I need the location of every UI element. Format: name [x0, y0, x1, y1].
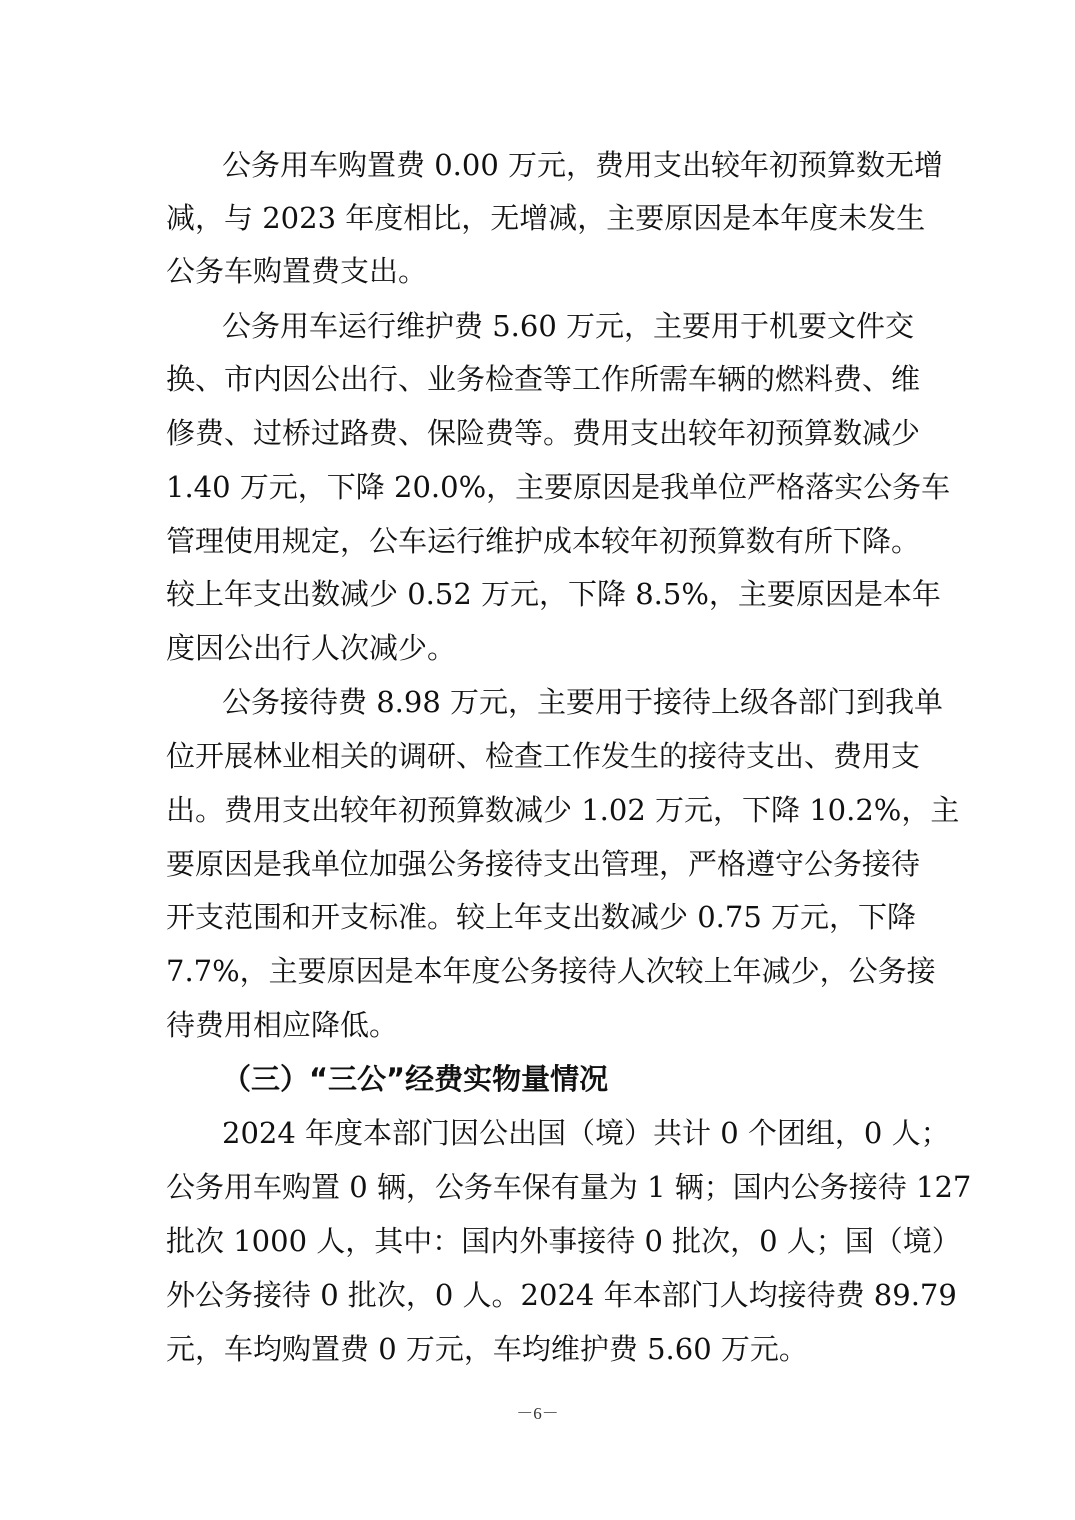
paragraph-1-line-3: 公务车购置费支出。	[166, 254, 428, 288]
paragraph-1-line-1: 公务用车购置费 0.00 万元，费用支出较年初预算数无增	[222, 148, 944, 182]
paragraph-2-line-4: 1.40 万元，下降 20.0%，主要原因是我单位严格落实公务车	[166, 470, 951, 504]
paragraph-1-line-2: 减，与 2023 年度相比，无增减，主要原因是本年度未发生	[166, 201, 926, 235]
paragraph-3-line-3: 出。费用支出较年初预算数减少 1.02 万元，下降 10.2%，主	[166, 793, 960, 827]
paragraph-4-line-2: 公务用车购置 0 辆，公务车保有量为 1 辆；国内公务接待 127	[166, 1170, 972, 1204]
paragraph-4-line-3: 批次 1000 人，其中：国内外事接待 0 批次，0 人；国（境）	[166, 1224, 961, 1258]
paragraph-3-line-2: 位开展林业相关的调研、检查工作发生的接待支出、费用支	[166, 739, 921, 773]
paragraph-2-line-6: 较上年支出数减少 0.52 万元，下降 8.5%，主要原因是本年	[166, 577, 941, 611]
paragraph-2-line-5: 管理使用规定，公车运行维护成本较年初预算数有所下降。	[166, 524, 921, 558]
paragraph-4-line-1: 2024 年度本部门因公出国（境）共计 0 个团组，0 人；	[222, 1116, 950, 1150]
paragraph-2-line-3: 修费、过桥过路费、保险费等。费用支出较年初预算数减少	[166, 416, 921, 450]
paragraph-3-line-5: 开支范围和开支标准。较上年支出数减少 0.75 万元，下降	[166, 900, 917, 934]
paragraph-3-line-6: 7.7%，主要原因是本年度公务接待人次较上年减少，公务接	[166, 954, 936, 988]
paragraph-3-line-4: 要原因是我单位加强公务接待支出管理，严格遵守公务接待	[166, 847, 921, 881]
paragraph-4-line-5: 元，车均购置费 0 万元，车均维护费 5.60 万元。	[166, 1332, 808, 1366]
paragraph-2-line-1: 公务用车运行维护费 5.60 万元，主要用于机要文件交	[222, 309, 915, 343]
paragraph-3-line-1: 公务接待费 8.98 万元，主要用于接待上级各部门到我单	[222, 685, 944, 719]
paragraph-3-line-7: 待费用相应降低。	[166, 1008, 399, 1042]
paragraph-2-line-2: 换、市内因公出行、业务检查等工作所需车辆的燃料费、维	[166, 362, 921, 396]
paragraph-4-line-4: 外公务接待 0 批次，0 人。2024 年本部门人均接待费 89.79	[166, 1278, 957, 1312]
section-heading: （三）“三公”经费实物量情况	[222, 1062, 609, 1096]
page-number: －6－	[516, 1404, 559, 1423]
paragraph-2-line-7: 度因公出行人次减少。	[166, 631, 457, 665]
